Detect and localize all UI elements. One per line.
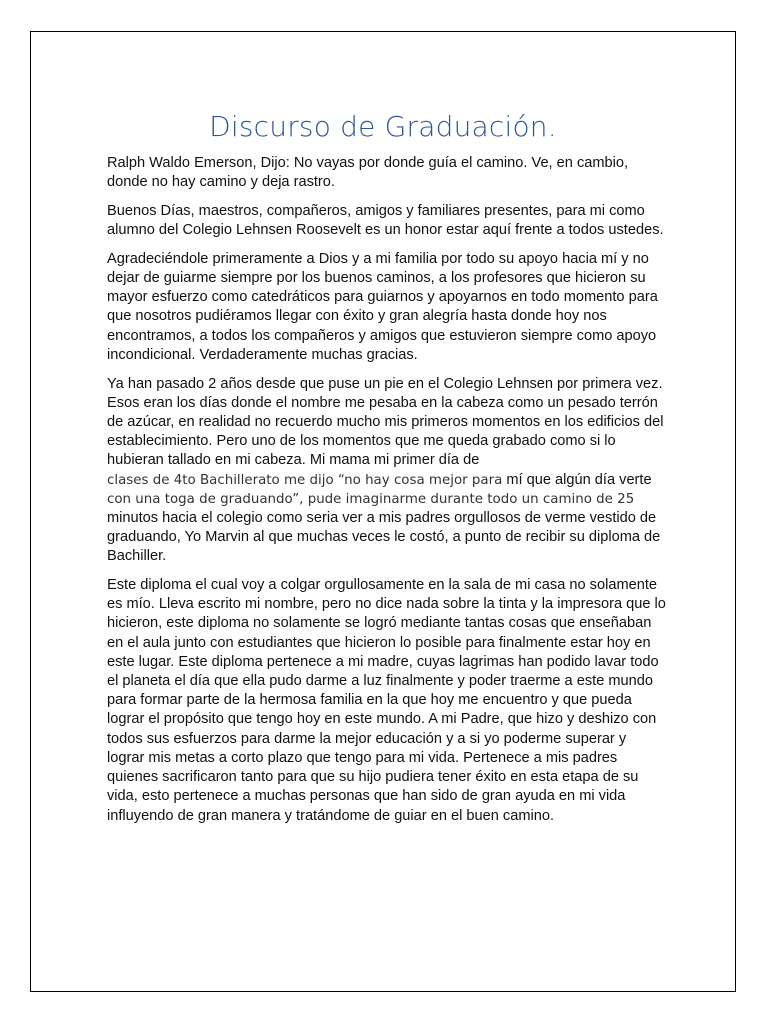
paragraph-diploma: Este diploma el cual voy a colgar orgullosamente en la sala de mi casa no solamente es mío. Lleva escrito mi nombre, pero no dice nada sobre la tinta y la impresora que lo hicieron, este diploma no solamente se logró mediante tantas cosas que enseñaban en el aula junto con estudiantes que hicieron lo posible para finalmente estar hoy en este lugar. Este diploma pertenece a mi madre, cuyas lagrimas han podido lavar todo el planeta el día que ella pudo darme a luz finalmente y poder traerme a este mundo para formar parte de la hermosa familia en la que hoy me encuentro y que pueda lograr el propósito que tengo hoy en este mundo. A mi Padre, que hizo y deshizo con todos sus esfuerzos para darme la mejor educación y a si yo poderme superar y lograr mis metas a corto plazo que tengo para mi vida. Pertenece a mis padres quienes sacrificaron tanto para que su hijo pudiera tener éxito en esta etapa de su vida, esto pertenece a muchas personas que han sido de gran ayuda en mi vida influyendo de gran manera y tratándome de guiar en el buen camino.: [107, 577, 666, 824]
paragraph-quote: Ralph Waldo Emerson, Dijo: No vayas por donde guía el camino. Ve, en cambio, donde no hay camino y deja rastro.: [107, 155, 629, 191]
paragraph-thanks: Agradeciéndole primeramente a Dios y a mi familia por todo su apoyo hacia mí y no dejar de guiarme siempre por los buenos caminos, a los profesores que hicieron su mayor esfuerzo como catedráticos para guiarnos y apoyarnos en todo momento para que nosotros pudiéramos llegar con éxito y gran alegría hasta donde hoy nos encontramos, a todos los compañeros y amigos que estuvieron siempre como apoyo incondicional. Verdaderamente muchas gracias.: [107, 250, 658, 363]
memories-text-4: con una toga de graduando”, pude imaginarme durante todo un camino de 25: [107, 491, 635, 507]
document-page: [30, 31, 736, 992]
document-title: Discurso de Graduación.: [209, 110, 557, 143]
memories-text-5: minutos hacia el colegio como seria ver a mis padres orgullosos de verme vestido de graduando, Yo Marvin al que muchas veces le costó, a punto de recibir su diploma de Bachiller.: [107, 509, 661, 565]
paragraph-greeting: Buenos Días, maestros, compañeros, amigos y familiares presentes, para mi como alumno del Colegio Lehnsen Roosevelt es un honor estar aquí frente a todos ustedes.: [107, 202, 664, 239]
memories-text-1: Ya han pasado 2 años desde que puse un pie en el Colegio Lehnsen por primera vez. Esos eran los días donde el nombre me pesaba en la cabeza como un pesado terrón de azúcar, en realidad no recuerdo mucho mis primeros momentos en los edificios del establecimiento. Pero uno de los momentos que me queda grabado como si lo hubieran tallado en mi cabeza. Mi mama mi primer día de: [107, 375, 664, 469]
document-body: [107, 154, 667, 835]
memories-text-3: mí que algún día verte: [506, 471, 652, 488]
memories-text-2: clases de 4to Bachillerato me dijo “no hay cosa mejor para: [107, 472, 503, 488]
paragraph-memories: [107, 375, 667, 567]
